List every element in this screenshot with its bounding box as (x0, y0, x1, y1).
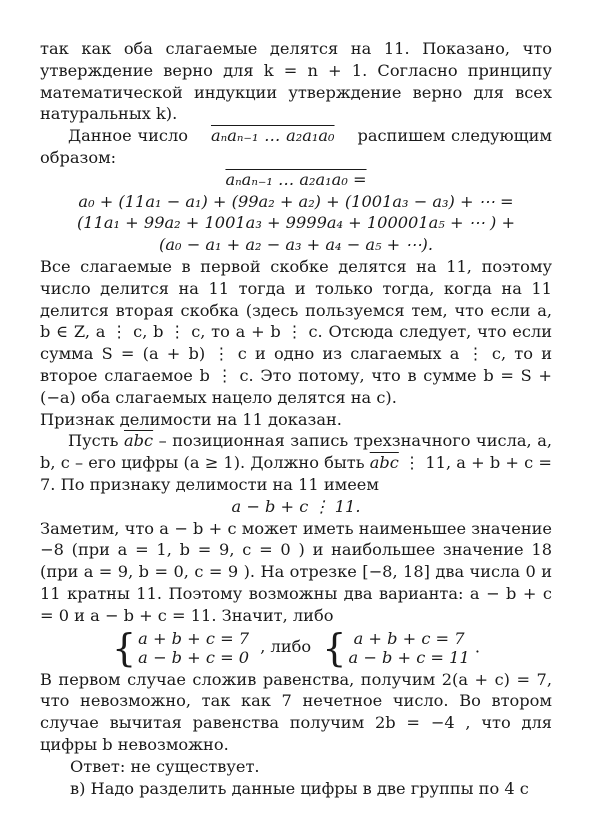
systems-end: . (474, 637, 481, 657)
text-fragment: Данное число (68, 126, 189, 146)
text-fragment: распишем следующим образом: (40, 126, 553, 167)
equation-line-4: (a₀ − a₁ + a₂ − a₃ + a₄ − a₅ + ⋯). (159, 235, 433, 255)
system-1-eq1: a + b + c = 7 (138, 628, 250, 648)
brace-icon: { (322, 625, 347, 670)
brace-icon: { (111, 625, 137, 670)
paragraph-divisibility: Все слагаемые в первой скобке делятся на 11, поэтому число делится на 11 тогда и только тогда, когда на 11 делится вторая скобка (здесь пользуемся тем, что если a, b ∈ Z, a ⋮ c, b ⋮ c, то a + b ⋮ c. Отсюда следует, что если сумма S = (a + b) ⋮ c и одно из слагаемых a ⋮ c, то и второе слагаемое b ⋮ c. Это потому, что в сумме b = S + (−a) оба слагаемых нацело делятся на c). (40, 256, 552, 407)
document-page (40, 38, 552, 799)
answer-line: Ответ: не существует. (70, 756, 260, 776)
text-fragment: – позиционная запись трехзначного числа, a, b, c – его цифры (a ≥ 1). Должно быть (40, 431, 552, 473)
paragraph-number-intro (40, 125, 552, 169)
paragraph-induction-end: так как оба слагаемые делятся на 11. Показано, что утверждение верно для k = n + 1. Согласно принципу математической индукции утверждение верно для всех натуральных k). (40, 39, 552, 124)
system-1 (111, 625, 250, 670)
number-notation: $\overline{abc}$ (369, 453, 399, 473)
systems-separator: , либо (260, 637, 312, 657)
part-v-start: в) Надо разделить данные цифры в две группы по 4 с (70, 778, 529, 798)
paragraph-range: Заметим, что a − b + c может иметь наименьшее значение −8 (при a = 1, b = 9, c = 0 ) и наибольшее значение 18 (при a = 9, b = 0, c = 9 ). На отрезке [−8, 18] два числа 0 и 11 кратны 11. Поэтому возможны два варианта: a − b + c = 0 и a − b + c = 11. Значит, либо (40, 518, 552, 625)
system-2-eq1: a + b + c = 7 (353, 628, 465, 648)
text-fragment: Пусть (68, 431, 119, 451)
text-fragment: ⋮ 11, a + b + c = 7. По признаку делимости на 11 имеем (40, 453, 552, 494)
system-2-eq2: a − b + c = 11 (348, 647, 470, 667)
number-notation: $\overline{abc}$ (124, 431, 154, 451)
number-notation: aₙaₙ₋₁ … a₂a₁a₀ (210, 126, 335, 146)
paragraph-proven: Признак делимости на 11 доказан. (40, 409, 342, 429)
equation-line-1 (40, 169, 552, 191)
equation-lhs: aₙaₙ₋₁ … a₂a₁a₀ = (225, 169, 367, 189)
paragraph-three-digit (40, 430, 552, 495)
paragraph-cases: В первом случае сложив равенства, получим 2(a + c) = 7, что невозможно, так как 7 нечетное число. Во втором случае вычитая равенства получим 2b = −4 , что для цифры b невозможно. (40, 669, 552, 754)
system-1-eq2: a − b + c = 0 (138, 647, 250, 667)
equation-line-2: a₀ + (11a₁ − a₁) + (99a₂ + a₂) + (1001a₃ − a₃) + ⋯ = (78, 191, 514, 211)
system-2 (322, 625, 470, 670)
equation-line-3: (11a₁ + 99a₂ + 1001a₃ + 9999a₄ + 100001a₅ + ⋯ ) + (76, 213, 516, 233)
equation-systems (40, 627, 552, 669)
equation-divisibility: a − b + c ⋮ 11. (231, 496, 361, 516)
